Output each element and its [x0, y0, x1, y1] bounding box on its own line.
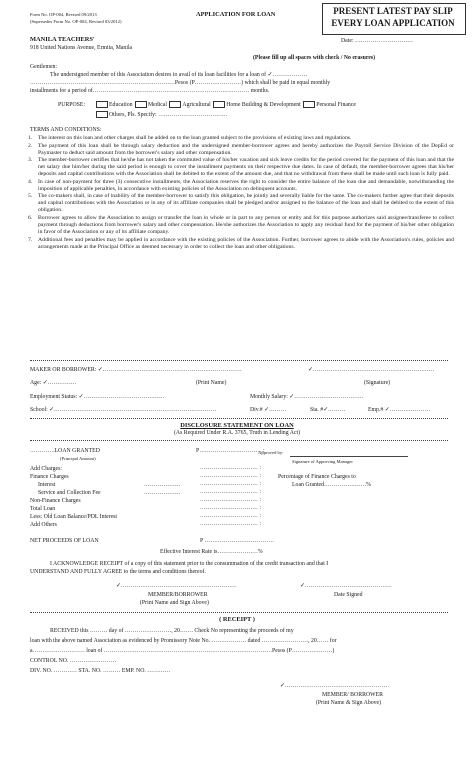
print-name-caption: (Print Name): [196, 380, 227, 386]
purpose-others: [95, 111, 228, 118]
total-loan-label: Total Loan: [30, 506, 56, 512]
section-divider: [30, 418, 448, 419]
acknowledgement-line-2: UNDERSTAND AND FULLY AGREE to the terms and conditions thereof.: [30, 569, 206, 575]
term-text: In case of non-payment for three (3) consecutive installments, the Association reserves the right to consider the entire balance of the loan due and demandable, notwithstanding the imposition of applicable penalties, in accordance with existing policies of the Association on delinquent accounts.: [38, 178, 454, 192]
purpose-home-building-checkbox[interactable]: [213, 101, 225, 108]
term-text: The member-borrower certifies that he/she has not taken the commuted value of his/her vacation and sick leave credits for the period covered for the payment of this loan and that the net salary due him/her during the said period is enough to cover the installment payments on their respective due dates. In case of default, the member-borrower agrees that his/her deposits and capital contributions with the Association shall be debited to the extent of the amount due, and that no withdrawal from these shall be made until such loan is fully paid.: [38, 157, 454, 178]
purpose-home-building-label: Home Building & Development: [226, 101, 301, 108]
terms-list: [28, 135, 454, 251]
loan-granted-field[interactable]: ………….LOAN GRANTED: [30, 448, 100, 454]
term-number: 3.: [28, 157, 33, 164]
net-proceeds-amount[interactable]: P ………………………………: [200, 538, 275, 544]
age-field[interactable]: Age: ✓……………: [30, 380, 77, 386]
term-item: [28, 179, 454, 193]
organization-address: 918 United Nations Avenue, Ermita, Manila: [30, 45, 133, 51]
interest-label: Interest: [38, 482, 56, 488]
receipt-line-1[interactable]: RECEIVED this ……… day of ……………………, 20……. Check No representing the proceeds of my: [50, 628, 294, 634]
terms-heading: TERMS AND CONDITIONS:: [30, 127, 102, 133]
receipt-line-2[interactable]: loan with the above named Association as evidenced by Promissory Note No. ……………… dated ……………………, 20…… for: [30, 638, 337, 644]
intro-line-3[interactable]: installments for a period of……………………………………………………………………… months.: [30, 88, 270, 94]
finance-charge-percentage-label: Percentage of Finance Charges to: [278, 474, 356, 480]
term-text: Borrower agrees to allow the Association to assign or transfer the loan in whole or in part to any person or entity and for this purpose authorizes said assignee/transferee to collect payment through deductions from borrower's salary and other compensation. He/she authorizes the Association to apply any residual fund for the payment of his/her other obligation in favor of the Association or any of its affiliate company.: [38, 214, 454, 235]
service-fee-label: Service and Collection Fee: [38, 490, 101, 496]
loan-granted-amount[interactable]: P……………………………:: [196, 448, 265, 454]
disclosure-subtitle: (As Required Under R.A. 3765, Truth in Lending Act): [173, 430, 301, 436]
receipt-title: ( RECEIPT ): [219, 616, 255, 623]
acknowledgement-signature-field[interactable]: ✓……………………………………………………: [116, 583, 237, 589]
receipt-signature-field[interactable]: ✓………………………………………………: [280, 683, 390, 689]
section-divider: [30, 440, 448, 441]
receipt-member-caption: MEMBER/ BORROWER: [322, 692, 384, 698]
old-loan-balance-label: Less: Old Loan Balance/PDL Interest: [30, 514, 118, 520]
purpose-personal-finance-label: Personal Finance: [316, 101, 356, 108]
salutation: Gentlemen:: [30, 64, 58, 70]
interest-amount[interactable]: ……………….: [144, 482, 181, 488]
disclosure-title: DISCLOSURE STATEMENT ON LOAN: [180, 422, 294, 429]
date-signed-caption: Date Signed: [334, 592, 363, 598]
receipt-div-sta-emp-field[interactable]: DIV. NO. ………… STA. NO. ……… EMP. NO. …………: [30, 668, 171, 674]
purpose-options: [95, 101, 356, 108]
term-number: 1.: [28, 135, 33, 141]
term-number: 4.: [28, 178, 33, 185]
term-number: 7.: [28, 236, 33, 243]
term-item: [28, 157, 454, 178]
control-number-field[interactable]: CONTROL NO. ……………………: [30, 658, 117, 664]
purpose-education-label: Education: [109, 101, 133, 108]
effective-interest-rate-field[interactable]: Effective Interest Rate is…………………%: [160, 549, 263, 555]
net-proceeds-label: NET PROCEEDS OF LOAN: [30, 538, 99, 544]
school-field[interactable]: School: ✓…………………………………………………………………………: [30, 407, 217, 413]
purpose-education-checkbox[interactable]: [96, 101, 108, 108]
member-borrower-caption: MEMBER/BORROWER: [148, 592, 208, 598]
finance-charge-percentage-field[interactable]: Loan Granted………………….%: [292, 482, 371, 488]
receipt-line-3[interactable]: a……………………… loan of ……………………………………………………………………………Pesos (P…………………): [30, 648, 335, 654]
print-sign-caption: (Print Name and Sign Above): [140, 600, 209, 606]
purpose-medical-checkbox[interactable]: [135, 101, 147, 108]
term-item: [28, 237, 454, 251]
maker-borrower-field[interactable]: MAKER OR BORROWER: ✓………………………………………………………………: [30, 367, 242, 373]
form-title: APPLICATION FOR LOAN: [196, 11, 276, 18]
monthly-salary-field[interactable]: Monthly Salary: ✓………………………………: [250, 394, 364, 400]
employee-number-field[interactable]: Emp.# ✓…………………: [368, 407, 431, 413]
pay-slip-notice-line1: PRESENT LATEST PAY SLIP: [333, 6, 453, 16]
term-number: 6.: [28, 214, 33, 221]
service-fee-amount[interactable]: ……………….: [144, 490, 181, 496]
principal-amount-caption: (Principal Amount): [60, 456, 96, 461]
term-number: 5.: [28, 193, 33, 200]
add-others-label: Add Others: [30, 522, 57, 528]
division-number-field[interactable]: Div.# ✓………: [250, 407, 287, 413]
term-item: [28, 215, 454, 236]
employment-status-field[interactable]: Employment Status: ✓……………………………………: [30, 394, 165, 400]
maker-signature-field[interactable]: ✓………………………………………………………: [308, 367, 435, 373]
term-item: [28, 135, 454, 142]
acknowledgement-line-1: I ACKNOWLEDGE RECEIPT of a copy of this statement prior to the consummation of the credit transaction and that I: [50, 561, 329, 567]
date-field[interactable]: Date: …………………………: [341, 38, 413, 44]
acknowledgement-date-field[interactable]: ✓………………………………………: [300, 583, 392, 589]
signature-caption: (Signature): [364, 380, 391, 386]
term-text: The interest on this loan and other charges shall be added on to the loan granted subject to the provisions of existing laws and regulations.: [38, 135, 352, 141]
section-divider: [30, 360, 448, 361]
non-finance-charges-label: Non-Finance Charges: [30, 498, 81, 504]
station-number-field[interactable]: Sta. #✓………: [310, 407, 346, 413]
supersedes-note: (Supersedes Form No. OP-004, Revised 03/2012): [30, 19, 122, 24]
approved-by-label: Approved by:: [258, 450, 284, 455]
fill-instruction: (Please fill up all spaces with check / No erasures): [253, 55, 376, 61]
receipt-print-sign-caption: (Print Name & Sign Above): [316, 700, 382, 706]
purpose-label: PURPOSE:: [58, 102, 86, 108]
amount-column-lines[interactable]: ………………………… : ………………………… : ………………………… : ………………………… : ………………………… : ………………………… : ………………………… : ………………………… :: [200, 465, 262, 527]
term-number: 2.: [28, 142, 33, 149]
add-charges-label: Add Charges:: [30, 466, 62, 472]
pay-slip-notice-line2: EVERY LOAN APPLICATION: [331, 18, 455, 28]
term-text: The co-makers shall, in case of inability of the member-borrower to satisfy this obligation, be jointly and severally liable for the same. The co-makers further agree that their deposits and capital contributions with the Association or in any of its affiliate companies shall be pledged and/or assigned to the balance of the loan and shall be debited to the extent of this obligation.: [38, 193, 454, 214]
organization-name: MANILA TEACHERS': [30, 36, 95, 43]
form-number: Form No. OP-004, Revised 09/2013: [30, 12, 97, 17]
purpose-others-label[interactable]: Others, Pls. Specify: ………………………………: [109, 111, 228, 118]
finance-charges-label: Finance Charges: [30, 474, 69, 480]
approver-signature-line[interactable]: [290, 456, 408, 457]
approver-signature-caption: Signature of Approving Manager: [292, 459, 353, 464]
section-divider: [30, 612, 448, 613]
purpose-medical-label: Medical: [147, 101, 167, 108]
term-text: The payment of this loan shall be through salary deduction and the undersigned member-borrower agrees and hereby authorizes the Payroll Service Division of the DepEd or Paymaster to deduct said amount from the borrower's salary and other compensation.: [38, 142, 454, 156]
intro-line-1[interactable]: The undersigned member of this Association desires to avail of its loan facilities for a loan of ✓………………: [50, 72, 308, 78]
intro-line-2[interactable]: …………………………………………………………………Pesos (P……………………) which shall be paid in equal monthly: [30, 80, 331, 86]
purpose-agricultural-checkbox[interactable]: [169, 101, 181, 108]
purpose-personal-finance-checkbox[interactable]: [303, 101, 315, 108]
term-item: [28, 143, 454, 157]
purpose-others-checkbox[interactable]: [96, 111, 108, 118]
term-item: [28, 193, 454, 214]
purpose-agricultural-label: Agricultural: [182, 101, 211, 108]
term-text: Additional fees and penalties may be applied in accordance with the existing policies of the Association. Further, borrower agrees to abide with the Association's rules, policies and arrangements made at the Principal Office as deemed necessary in order to collect the loan and other obligations.: [38, 236, 454, 250]
